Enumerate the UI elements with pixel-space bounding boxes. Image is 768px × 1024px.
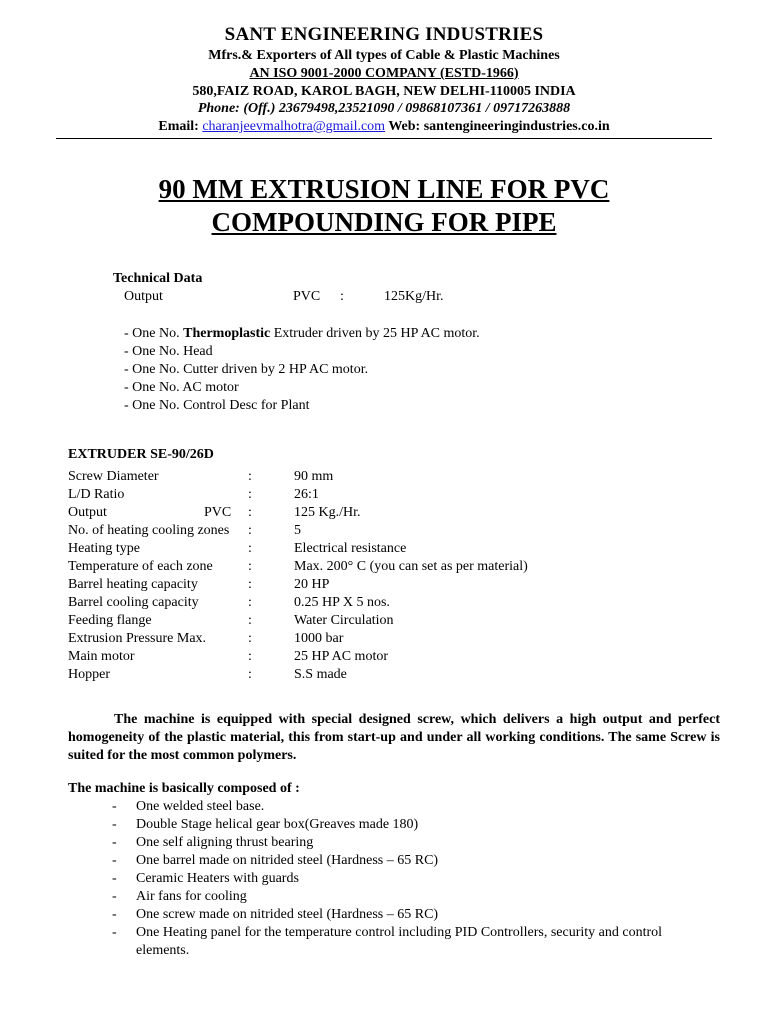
technical-item	[124, 380, 239, 396]
spec-value: 125 Kg./Hr.	[294, 505, 361, 520]
spec-colon: :	[248, 487, 252, 502]
spec-label: L/D Ratio	[68, 487, 125, 502]
technical-item-suffix: Extruder driven by 25 HP AC motor.	[270, 326, 480, 341]
address-line: 580,FAIZ ROAD, KAROL BAGH, NEW DELHI-110005 INDIA	[192, 84, 576, 99]
technical-item	[124, 362, 368, 378]
composition-item-text: One screw made on nitrided steel (Hardness – 65 RC)	[136, 907, 439, 922]
spec-value: Water Circulation	[294, 613, 394, 628]
spec-row	[68, 469, 668, 487]
technical-item-text: - One No. AC motor	[124, 380, 239, 395]
composition-item-text: Double Stage helical gear box(Greaves made 180)	[136, 817, 419, 832]
web-address: santengineeringindustries.co.in	[423, 119, 610, 134]
spec-colon: :	[248, 469, 252, 484]
composition-item-text: One Heating panel for the temperature control including PID Controllers, security and control elements.	[136, 925, 663, 958]
spec-value: 25 HP AC motor	[294, 649, 388, 664]
spec-value: 0.25 HP X 5 nos.	[294, 595, 390, 610]
technical-item	[124, 344, 213, 360]
spec-value: 90 mm	[294, 469, 334, 484]
spec-row	[68, 541, 668, 559]
spec-colon: :	[248, 523, 252, 538]
email-label: Email:	[158, 119, 199, 134]
bullet-dash: -	[112, 907, 117, 922]
bullet-dash: -	[112, 799, 117, 814]
spec-label: Feeding flange	[68, 613, 152, 628]
spec-value: 20 HP	[294, 577, 330, 592]
spec-colon: :	[248, 559, 252, 574]
technical-output-label: Output	[124, 289, 163, 304]
spec-colon: :	[248, 505, 252, 520]
spec-label: Heating type	[68, 541, 140, 556]
bullet-dash: -	[112, 925, 117, 940]
technical-output-value: 125Kg/Hr.	[384, 289, 444, 304]
composition-item-text: Ceramic Heaters with guards	[136, 871, 299, 886]
web-label: Web:	[388, 119, 421, 134]
spec-row	[68, 613, 668, 631]
spec-label: Temperature of each zone	[68, 559, 213, 574]
spec-colon: :	[248, 613, 252, 628]
spec-row	[68, 595, 668, 613]
composition-item-text: One barrel made on nitrided steel (Hardness – 65 RC)	[136, 853, 439, 868]
spec-colon: :	[248, 541, 252, 556]
spec-colon: :	[248, 667, 252, 682]
bullet-dash: -	[112, 817, 117, 832]
composition-item-text: One welded steel base.	[136, 799, 265, 814]
spec-value: 1000 bar	[294, 631, 344, 646]
email-link[interactable]: charanjeevmalhotra@gmail.com	[202, 119, 386, 134]
spec-colon: :	[248, 595, 252, 610]
spec-row	[68, 649, 668, 667]
composition-heading: The machine is basically composed of :	[68, 781, 300, 796]
technical-item-text: - One No.	[124, 326, 184, 341]
technical-output-colon: :	[340, 289, 344, 304]
spec-row	[68, 523, 668, 541]
phone-line: Phone: (Off.) 23679498,23521090 / 09868107361 / 09717263888	[197, 101, 571, 116]
extruder-heading: EXTRUDER SE-90/26D	[68, 447, 214, 462]
spec-label: Main motor	[68, 649, 135, 664]
spec-value: S.S made	[294, 667, 347, 682]
technical-item-text: - One No. Control Desc for Plant	[124, 398, 310, 413]
description-paragraph	[68, 711, 720, 765]
technical-data-heading: Technical Data	[113, 271, 203, 286]
spec-label: Extrusion Pressure Max.	[68, 631, 207, 646]
spec-value: 5	[294, 523, 301, 538]
company-name: SANT ENGINEERING INDUSTRIES	[224, 24, 544, 45]
spec-value: Electrical resistance	[294, 541, 407, 556]
spec-value: Max. 200° C (you can set as per material)	[294, 559, 528, 574]
document-title-line1: 90 MM EXTRUSION LINE FOR PVC	[158, 174, 610, 204]
spec-colon: :	[248, 577, 252, 592]
bullet-dash: -	[112, 871, 117, 886]
spec-label: Hopper	[68, 667, 110, 682]
spec-row	[68, 631, 668, 649]
description-text: The machine is equipped with special designed screw, which delivers a high output and perfect homogeneity of the plastic material, this from start-up and under all working conditions. The same Screw is suited for the most common polymers.	[68, 712, 720, 763]
spec-label: Output	[68, 505, 107, 520]
technical-item-bold: Thermoplastic	[183, 326, 271, 341]
technical-item-text: - One No. Cutter driven by 2 HP AC motor.	[124, 362, 369, 377]
spec-colon: :	[248, 649, 252, 664]
spec-row	[68, 505, 668, 523]
spec-label: No. of heating cooling zones	[68, 523, 230, 538]
spec-label: Screw Diameter	[68, 469, 159, 484]
technical-item-text: - One No. Head	[124, 344, 213, 359]
bullet-dash: -	[112, 889, 117, 904]
bullet-dash: -	[112, 835, 117, 850]
document-title-line2: COMPOUNDING FOR PIPE	[211, 207, 557, 237]
header-divider	[56, 138, 712, 139]
spec-row	[68, 577, 668, 595]
spec-value: 26:1	[294, 487, 319, 502]
composition-item-text: Air fans for cooling	[136, 889, 247, 904]
composition-item-text: One self aligning thrust bearing	[136, 835, 314, 850]
spec-row	[68, 487, 668, 505]
company-tagline: Mfrs.& Exporters of All types of Cable & Plastic Machines	[208, 48, 560, 63]
spec-row	[68, 559, 668, 577]
spec-sub: PVC	[204, 505, 232, 520]
spec-label: Barrel heating capacity	[68, 577, 198, 592]
spec-row	[68, 667, 668, 685]
iso-line: AN ISO 9001-2000 COMPANY (ESTD-1966)	[249, 66, 519, 81]
spec-colon: :	[248, 631, 252, 646]
spec-label: Barrel cooling capacity	[68, 595, 199, 610]
technical-item	[124, 326, 480, 342]
bullet-dash: -	[112, 853, 117, 868]
technical-output-material: PVC	[293, 289, 321, 304]
contact-line	[56, 119, 712, 135]
technical-item	[124, 398, 309, 414]
